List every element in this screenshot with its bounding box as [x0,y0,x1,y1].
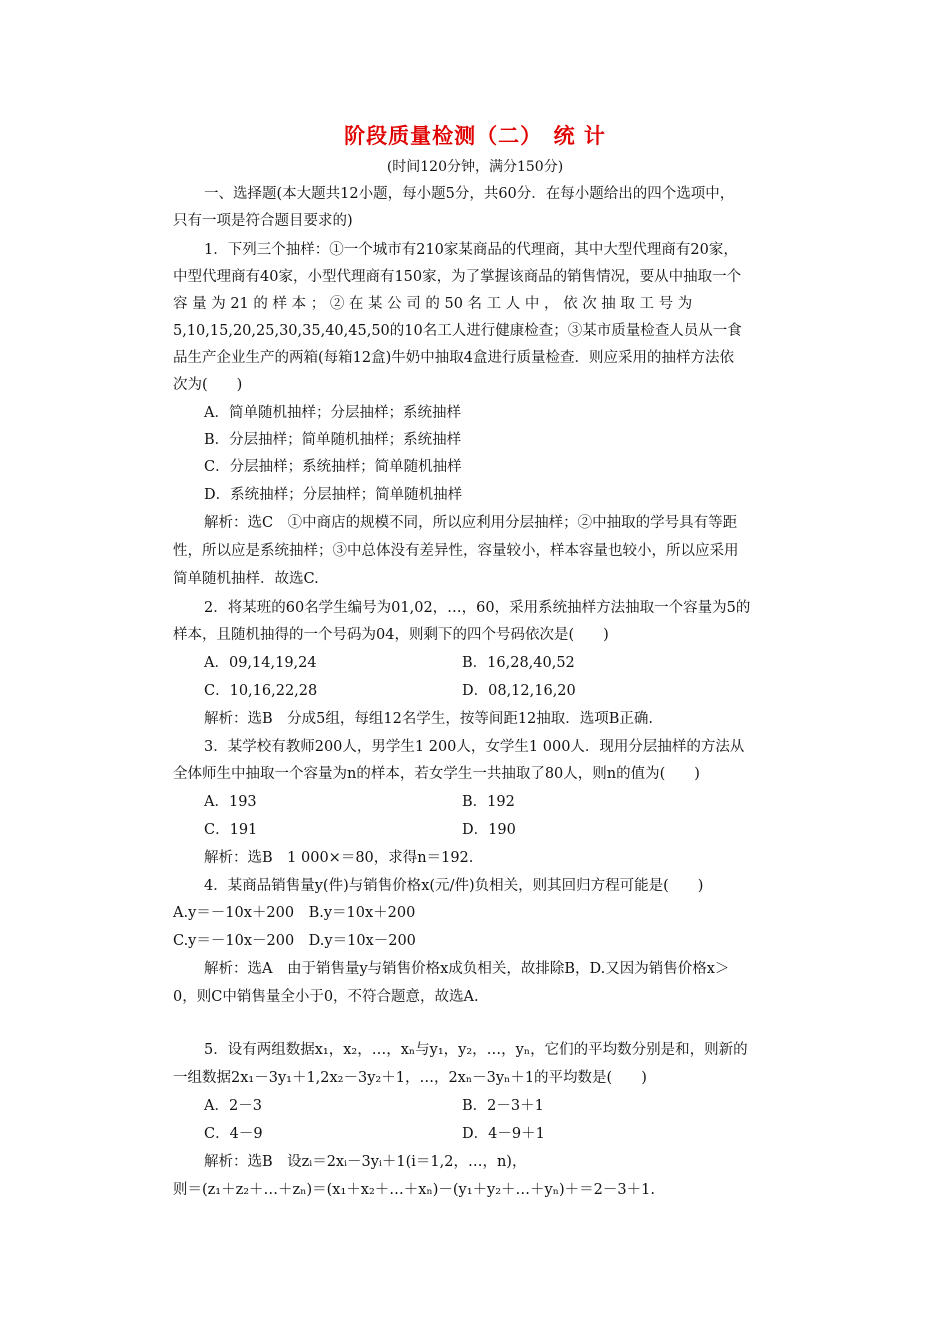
q1-stem-line6: 次为( ) [173,377,243,393]
q1-option-d: D．系统抽样；分层抽样；简单随机抽样 [204,487,463,503]
q5-answer-line1: 解析：选B 设zᵢ＝2xᵢ－3yᵢ＋1(i＝1,2，…，n)， [204,1154,527,1170]
q3-option-a: A．193 [204,794,257,810]
q2-answer-line1: 解析：选B 分成5组，每组12名学生，按等间距12抽取．选项B正确. [204,711,654,727]
q1-answer-line1: 解析：选C ①中商店的规模不同，所以应利用分层抽样；②中抽取的学号具有等距 [204,515,738,531]
q4-options-line1: A.y＝－10x＋200 B.y＝10x＋200 [173,905,416,921]
q1-stem-line1: 1．下列三个抽样：①一个城市有210家某商品的代理商，其中大型代理商有20家， [204,242,738,258]
section-heading-line1: 一、选择题(本大题共12小题，每小题5分，共60分．在每小题给出的四个选项中， [204,186,735,202]
q1-option-a: A．简单随机抽样；分层抽样；系统抽样 [204,405,461,421]
q1-stem-line3: 容 量 为 21 的 样 本 ； ② 在 某 公 司 的 50 名 工 人 中 ， 依 次 抽 取 工 号 为 [173,296,693,312]
q5-option-a: A．2－3 [204,1098,262,1114]
q3-stem-line1: 3．某学校有教师200人，男学生1 200人，女学生1 000人．现用分层抽样的方法从 [204,739,745,755]
q1-stem-line5: 品生产企业生产的两箱(每箱12盒)牛奶中抽取4盒进行质量检查．则应采用的抽样方法依 [173,350,734,366]
q1-option-b: B．分层抽样；简单随机抽样；系统抽样 [204,432,462,448]
q5-option-c: C．4－9 [204,1126,263,1142]
q1-answer-line3: 简单随机抽样．故选C. [173,571,319,587]
q3-answer-line1: 解析：选B 1 000×＝80，求得n＝192. [204,850,474,866]
q4-answer-line2: 0，则C中销售量全小于0，不符合题意，故选A. [173,989,479,1005]
section-heading-line2: 只有一项是符合题目要求的) [173,213,353,229]
q5-option-d: D．4－9＋1 [462,1126,545,1142]
q2-option-d: D．08,12,16,20 [462,683,576,699]
q3-option-b: B．192 [462,794,515,810]
q1-answer-line2: 性，所以应是系统抽样；③中总体没有差异性，容量较小，样本容量也较小，所以应采用 [173,543,739,559]
q3-option-d: D．190 [462,822,516,838]
q2-stem-line1: 2．将某班的60名学生编号为01,02，…，60，采用系统抽样方法抽取一个容量为5的 [204,600,751,616]
q4-options-line2: C.y＝－10x－200 D.y＝10x－200 [173,933,416,949]
page-title: 阶段质量检测（二） 统 计 [344,124,606,148]
q2-option-c: C．10,16,22,28 [204,683,318,699]
page-subtitle: (时间120分钟，满分150分) [386,159,564,175]
q3-stem-line2: 全体师生中抽取一个容量为n的样本，若女学生一共抽取了80人，则n的值为( ) [173,766,700,782]
q1-stem-line4: 5,10,15,20,25,30,35,40,45,50的10名工人进行健康检查；③某市质量检查人员从一食 [173,323,742,339]
q2-option-b: B．16,28,40,52 [462,655,575,671]
q2-option-a: A．09,14,19,24 [204,655,317,671]
q2-stem-line2: 样本，且随机抽得的一个号码为04，则剩下的四个号码依次是( ) [173,627,609,643]
q3-option-c: C．191 [204,822,258,838]
q4-answer-line1: 解析：选A 由于销售量y与销售价格x成负相关，故排除B，D.又因为销售价格x＞ [204,961,730,977]
q1-option-c: C．分层抽样；系统抽样；简单随机抽样 [204,459,462,475]
q4-stem-line1: 4．某商品销售量y(件)与销售价格x(元/件)负相关，则其回归方程可能是( ) [204,878,704,894]
q5-stem-line1: 5．设有两组数据x₁，x₂，…，xₙ与y₁，y₂，…，yₙ，它们的平均数分别是和，则新的 [204,1042,748,1058]
q5-stem-line2: 一组数据2x₁－3y₁＋1,2x₂－3y₂＋1，…，2xₙ－3yₙ＋1的平均数是( ) [173,1070,647,1086]
q5-answer-line2: 则＝(z₁＋z₂＋…＋zₙ)＝(x₁＋x₂＋…＋xₙ)－(y₁＋y₂＋…＋yₙ)＋＝2－3＋1. [173,1182,655,1198]
q1-stem-line2: 中型代理商有40家，小型代理商有150家，为了掌握该商品的销售情况，要从中抽取一个 [173,269,742,285]
q5-option-b: B．2－3＋1 [462,1098,544,1114]
